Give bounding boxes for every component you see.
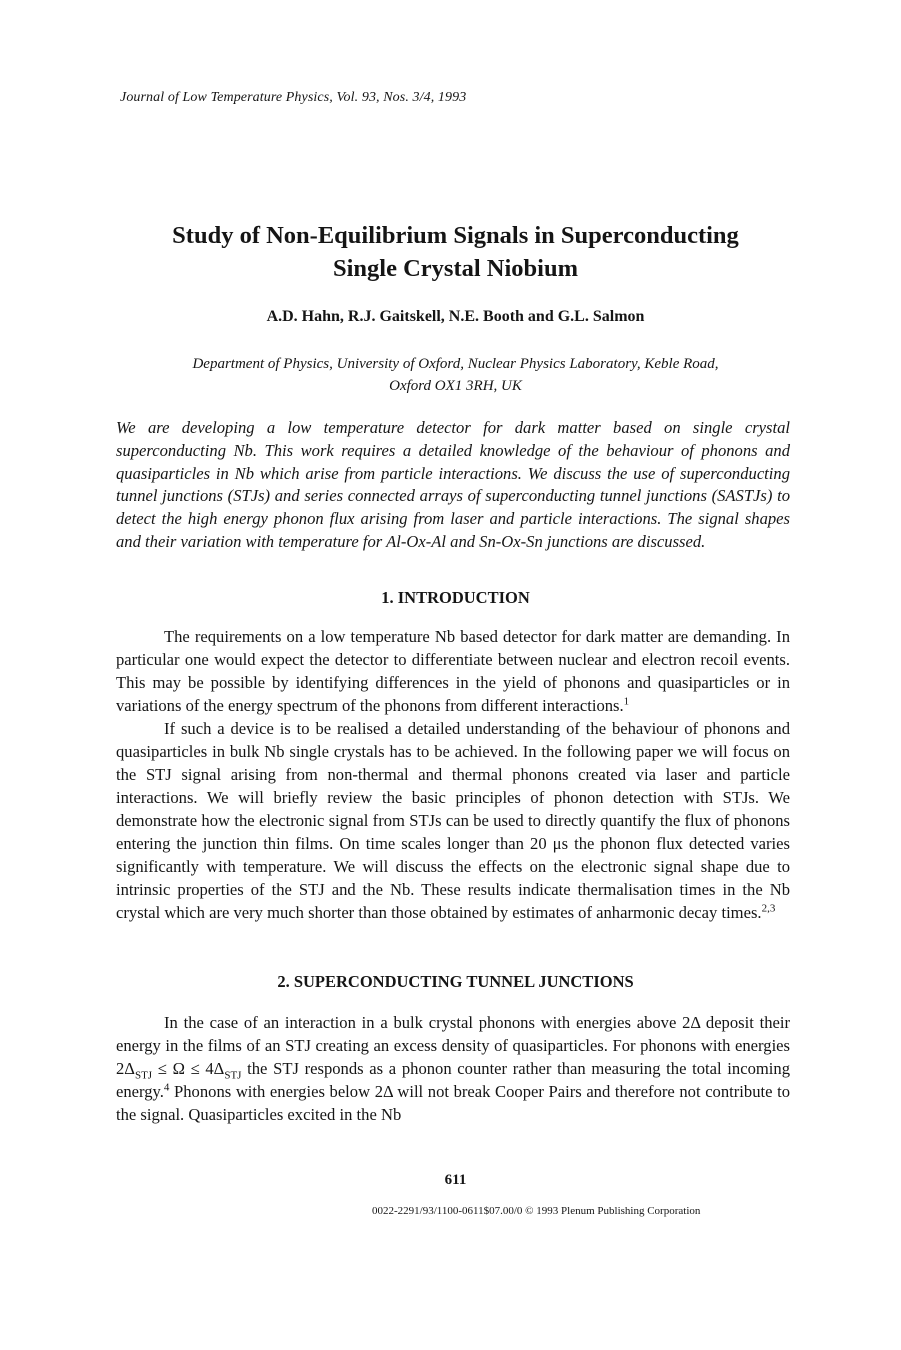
paragraph-text: In the case of an interaction in a bulk crystal phonons with energies above 2Δ deposit their energy in the films of an STJ creating an excess density of quasiparticles. For phonons with energies 2Δ <box>116 1013 790 1078</box>
reference-superscript: 4 <box>163 1081 170 1094</box>
title-line-2: Single Crystal Niobium <box>332 255 579 282</box>
section-body-stj <box>116 1011 790 1126</box>
paragraph <box>116 625 790 717</box>
subscript: STJ <box>134 1069 153 1082</box>
author-list: A.D. Hahn, R.J. Gaitskell, N.E. Booth and G.L. Salmon <box>266 308 645 325</box>
page-number: 611 <box>444 1172 467 1188</box>
subscript: STJ <box>224 1069 242 1082</box>
title-line-1: Study of Non-Equilibrium Signals in Superconducting <box>172 222 739 249</box>
journal-citation: Journal of Low Temperature Physics, Vol. 93, Nos. 3/4, 1993 <box>120 90 467 105</box>
section-heading-stj: 2. SUPERCONDUCTING TUNNEL JUNCTIONS <box>277 972 634 991</box>
paragraph-text: Phonons with energies below 2Δ will not break Cooper Pairs and therefore not contribute to the signal. Quasiparticles excited in the Nb <box>116 1082 790 1124</box>
paragraph-text: The requirements on a low temperature Nb based detector for dark matter are demanding. In particular one would expect the detector to differentiate between nuclear and electron recoil events. This may be possible by identifying differences in the yield of phonons and quasiparticles or in variations of the energy spectrum of the phonons from different interactions. <box>116 627 790 715</box>
paragraph <box>116 1011 790 1126</box>
paper-title <box>100 219 811 285</box>
copyright-line: 0022-2291/93/1100-0611$07.00/0 © 1993 Plenum Publishing Corporation <box>372 1205 701 1217</box>
affiliation-line-2: Oxford OX1 3RH, UK <box>389 378 522 394</box>
section-body-introduction <box>116 625 790 924</box>
paragraph-text: ≤ Ω ≤ 4Δ <box>152 1059 225 1078</box>
paragraph-text: If such a device is to be realised a detailed understanding of the behaviour of phonons and quasiparticles in bulk Nb single crystals has to be achieved. In the following paper we will focus on the STJ signal arising from non-thermal and thermal phonons created via laser and particle interactions. We will briefly review the basic principles of phonon detection with STJs. We demonstrate how the electronic signal from STJs can be used to directly quantify the flux of phonons entering the junction thin films. On time scales longer than 20 μs the phonon flux detected varies significantly with temperature. We will discuss the effects on the electronic signal shape due to intrinsic properties of the STJ and the Nb. These results indicate thermalisation times in the Nb crystal which are very much shorter than those obtained by estimates of anharmonic decay times. <box>116 719 790 922</box>
abstract: We are developing a low temperature detector for dark matter based on single crystal superconducting Nb. This work requires a detailed knowledge of the behaviour of phonons and quasiparticles in Nb which arise from particle interactions. We discuss the use of superconducting tunnel junctions (STJs) and series connected arrays of superconducting tunnel junctions (SASTJs) to detect the high energy phonon flux arising from laser and particle interactions. The signal shapes and their variation with temperature for Al-Ox-Al and Sn-Ox-Sn junctions are discussed. <box>116 418 790 551</box>
affiliation <box>100 353 811 397</box>
affiliation-line-1: Department of Physics, University of Oxford, Nuclear Physics Laboratory, Keble Road, <box>192 356 719 372</box>
reference-superscript: 1 <box>623 695 630 708</box>
reference-superscript: 2,3 <box>761 902 776 915</box>
paragraph <box>116 717 790 924</box>
section-heading-introduction: 1. INTRODUCTION <box>381 588 530 607</box>
paragraph-text: the STJ responds as a phonon counter rather than measuring the total incoming energy. <box>116 1059 790 1101</box>
